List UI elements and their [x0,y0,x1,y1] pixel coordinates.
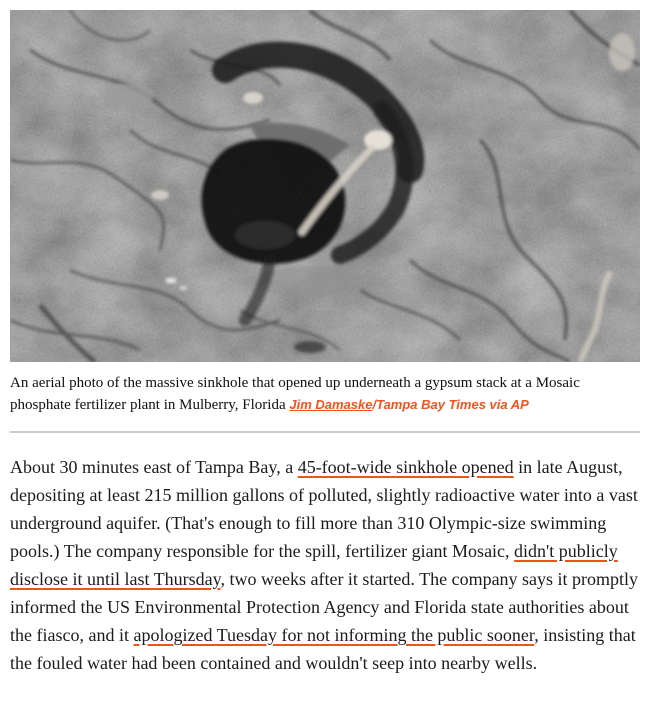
section-divider [10,431,640,433]
link-sinkhole-opened[interactable]: 45-foot-wide sinkhole opened [297,457,514,477]
article-text-2: in late August, depositing at least 215 million gallons of polluted, slightly radioactive water into a vast underground aquifer. (That's enough to fill more than 310 Olympic-size swimming pools.) The company responsible for the spill, fertilizer giant Mosaic, [10,457,638,561]
article-text-4: , insisting that the fouled water had been contained and wouldn't seep into nearby wells. [10,625,636,673]
article-paragraph [10,453,640,677]
link-didnt-publicly-disclose[interactable]: didn't publicly disclose it until last Thursday [10,541,618,589]
sinkhole-aerial-photo [10,10,640,362]
article-figure [0,10,650,416]
credit-text: /Tampa Bay Times via AP [372,397,529,412]
link-apologized-tuesday[interactable]: apologized Tuesday for not informing the public sooner [133,625,535,645]
photo-caption [10,372,640,416]
credit-link[interactable]: Jim Damaske [289,397,373,412]
article-text-3: , two weeks after it started. The company says it promptly informed the US Environmental Protection Agency and Florida state authorities about the fiasco, and it [10,569,639,645]
article-text-1: About 30 minutes east of Tampa Bay, a [10,457,298,477]
caption-text: An aerial photo of the massive sinkhole that opened up underneath a gypsum stack at a Mosaic phosphate fertilizer plant in Mulberry, Florida [10,375,580,413]
